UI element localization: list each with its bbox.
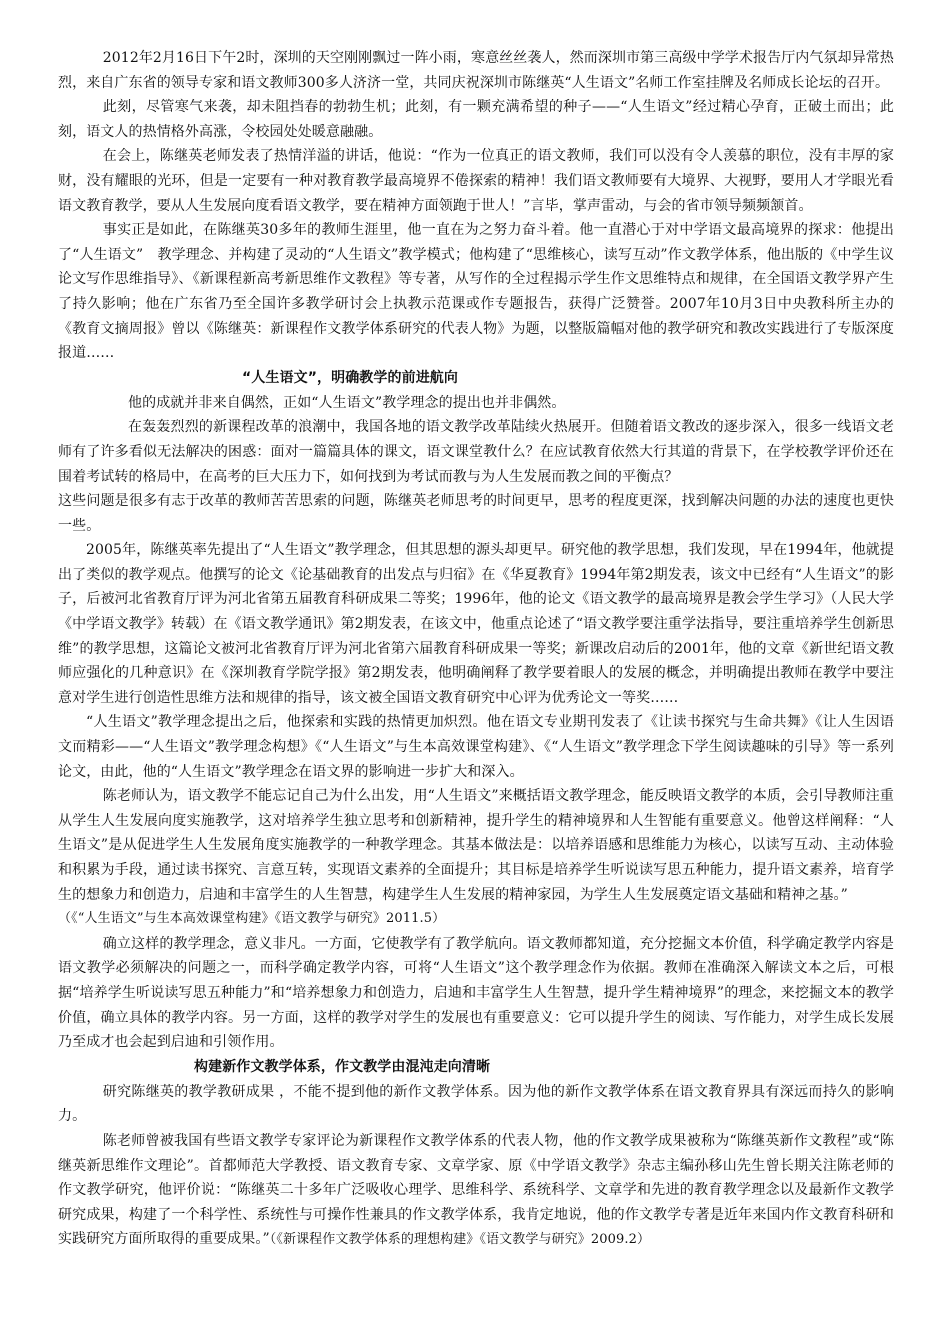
paragraph-philosophy: 陈老师认为，语文教学不能忘记自己为什么出发，用“人生语文”来概括语文教学理念，能反映语文教学的本质，会引导教师注重从学生人生发展向度实施教学，这对培养学生独立思考和创新精神，提升学生的精神境界和人生智能有重要意义。他曾这样阐释：“人生语文”是从促进学生人生发展角度实施教学的一种教学理念。其基本做法是：以培养语感和思维能力为核心，以读写互动、主动体验和积累为手段，通过读书探究、言意互转，实现语文素养的全面提升；其目标是培养学生听说读写思五种能力，提升语文素养，培育学生的想象力和创造力，启迪和丰富学生的人生智慧，构建学生人生发展的精神家园，为学生人生发展奠定语文基础和精神之基。” <box>58 788 894 903</box>
citation-two: （《新课程作文教学体系的理想构建》《语文教学与研究》2009.2） <box>269 1232 651 1248</box>
paragraph-papers: “人生语文”教学理念提出之后，他探索和实践的热情更加炽烈。他在语文专业期刊发表了《让读书探究与生命共舞》《让人生因语文而精彩——“人生语文”教学理念构想》《“人生语文”与生本高效课堂构建》、《“人生语文”教学理念下学生阅读趣味的引导》等一系列论文，由此，他的“人生语文”教学理念在语文界的影响进一步扩大和深入。 <box>58 714 894 780</box>
paragraph-history: 2005年，陈继英率先提出了“人生语文”教学理念，但其思想的源头却更早。研究他的教学思想，我们发现，早在1994年，他就提出了类似的教学观点。他撰写的论文《论基础教育的出发点与归宿》在《华夏教育》1994年第2期发表，该文中已经有“人生语文”的影子，后被河北省教育厅评为河北省第五届教育科研成果二等奖；1996年，他的论文《语文教学的最高境界是教会学生学习》（人民大学《中学语文教学》转载）在《语文教学通讯》第2期发表，在该文中，他重点论述了“语文教学要注重学法指导，要注重培养学生创新思维”的教学思想，这篇论文被河北省教育厅评为河北省第六届教育科研成果一等奖；新课改启动后的2001年，他的文章《新世纪语文教师应强化的几种意识》在《深圳教育学院学报》第2期发表，他明确阐释了教学要着眼人的发展的概念，并明确提出教师在教学中要注意对学生进行创造性思维方法和规律的指导，该文被全国语文教育研究中心评为优秀论文一等奖…… <box>58 542 894 706</box>
paragraph-opening: 2012年2月16日下午2时，深圳的天空刚刚飘过一阵小雨，寒意丝丝袭人，然而深圳市第三高级中学学术报告厅内气氛却异常热烈，来自广东省的领导专家和语文教师300多人济济一堂，共同庆祝深圳市陈继英“人生语文”名师工作室挂牌及名师成长论坛的召开。 <box>58 50 894 91</box>
section-heading-composition: 构建新作文教学体系，作文教学由混沌走向清晰 <box>194 1058 491 1075</box>
paragraph-questions-text: 这些问题是很多有志于改革的教师苦苦思索的问题，陈继英老师思考的时间更早，思考的程度更深，找到解决问题的办法的速度也更快一些。 <box>58 493 894 534</box>
document-page <box>58 46 894 1253</box>
paragraph-reform-context: 在轰轰烈烈的新课程改革的浪潮中，我国各地的语文教学改革陆续火热展开。但随着语文教改的逐步深入，很多一线语文老师有了许多看似无法解决的困惑：面对一篇篇具体的课文，语文课堂教什么？在应试教育依然大行其道的背景下，在学校教学评价还在围着考试转的格局中，在高考的巨大压力下，如何找到为考试而教与为人生发展而教之间的平衡点？ <box>58 419 894 485</box>
paragraph-speech: 在会上，陈继英老师发表了热情洋溢的讲话，他说：“作为一位真正的语文教师，我们可以没有令人羡慕的职位，没有丰厚的家财，没有耀眼的光环，但是一定要有一种对教育教学最高境界不倦探索的精神！我们语文教师要有大境界、大视野，要用人才学眼光看语文教育教学，要从人生发展向度看语文教学，要在精神方面领跑于世人！”言毕，掌声雷动，与会的省市领导频频颔首。 <box>58 148 894 214</box>
paragraph-not-accidental: 他的成就并非来自偶然，正如“人生语文”教学理念的提出也并非偶然。 <box>128 394 566 411</box>
paragraph-expert-review <box>58 1129 894 1253</box>
paragraph-significance: 确立这样的教学理念，意义非凡。一方面，它使教学有了教学航向。语文教师都知道，充分挖掘文本价值，科学确定教学内容是语文教学必须解决的问题之一，而科学确定教学内容，可将“人生语文”这个教学理念作为依据。教师在准确深入解读文本之后，可根据“培养学生听说读写思五种能力”和“培养想象力和创造力，启迪和丰富学生人生智慧，提升学生精神境界”的理念，来挖掘文本的教学价值，确立具体的教学内容。另一方面，这样的教学对学生的发展也有重要意义：它可以提升学生的阅读、写作能力，对学生成长发展乃至成才也会起到启迪和引领作用。 <box>58 935 894 1051</box>
paragraph-questions <box>58 489 894 538</box>
section-heading-renshengyuwen: “人生语文”，明确教学的前进航向 <box>242 369 459 386</box>
paragraph-composition-intro: 研究陈继英的教学教研成果 ，不能不提到他的新作文教学体系。因为他的新作文教学体系在语文教育界具有深远而持久的影响力。 <box>58 1083 894 1125</box>
paragraph-atmosphere: 此刻，尽管寒气来袭，却未阻挡春的勃勃生机；此刻，有一颗充满希望的种子——“人生语文”经过精心孕育，正破土而出；此刻，语文人的热情格外高涨，令校园处处暖意融融。 <box>58 99 894 140</box>
paragraph-career: 事实正是如此，在陈继英30多年的教师生涯里，他一直在为之努力奋斗着。他一直潜心于对中学语文最高境界的探求：他提出了“人生语文” 教学理念、并构建了灵动的“人生语文”教学模式；他构建了“思维核心，读写互动”作文教学体系，他出版的《中学生议论文写作思维指导》、《新课程新高考新思维作文教程》等专著，从写作的全过程揭示学生作文思维特点和规律，在全国语文教学界产生了持久影响；他在广东省乃至全国许多教学研讨会上执教示范课或作专题报告，获得广泛赞誉。2007年10月3日中央教科所主办的《教育文摘周报》曾以《陈继英：新课程作文教学体系研究的代表人物》为题，以整版篇幅对他的教学研究和教改实践进行了专版深度报道…… <box>58 222 894 362</box>
citation-one: （《“人生语文”与生本高效课堂构建》《语文教学与研究》2011.5） <box>58 911 446 927</box>
paragraph-expert-review-text: 陈老师曾被我国有些语文教学专家评论为新课程作文教学体系的代表人物，他的作文教学成果被称为“陈继英新作文教程”或“陈继英新思维作文理论”。首都师范大学教授、语文教育专家、文章学家、原《中学语文教学》杂志主编孙移山先生曾长期关注陈老师的作文教学研究，他评价说：“陈继英二十多年广泛吸收心理学、思维科学、系统科学、文章学和先进的教育教学理念以及最新作文教学研究成果，构建了一个科学性、系统性与可操作性兼具的作文教学体系，我肯定地说，他的作文教学专著是近年来国内作文教育科研和实践研究方面所取得的重要成果。” <box>58 1132 894 1248</box>
